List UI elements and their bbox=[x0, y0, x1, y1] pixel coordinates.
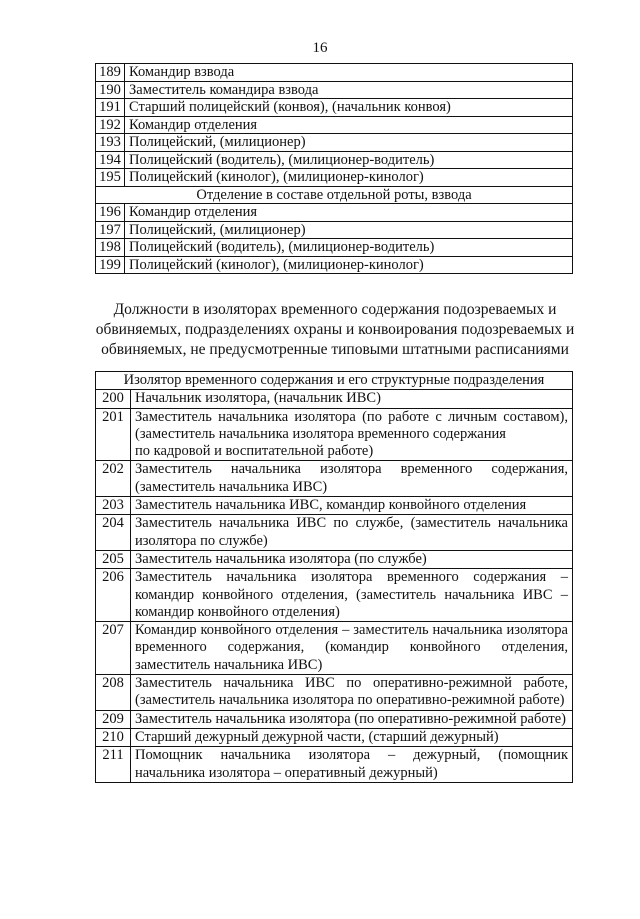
row-text: Начальник изолятора, (начальник ИВС) bbox=[131, 390, 573, 408]
row-number: 201 bbox=[96, 408, 131, 461]
row-text: Командир отделения bbox=[125, 116, 573, 134]
row-text: Заместитель командира взвода bbox=[125, 81, 573, 99]
row-text: Полицейский (кинолог), (милиционер-кинолог) bbox=[125, 169, 573, 187]
row-text: Командир конвойного отделения – заместитель начальника изолятора временного содержания, (командир конвойного отделения, заместитель начальника ИВС) bbox=[131, 622, 573, 675]
section-title: Отделение в составе отдельной роты, взвода bbox=[96, 186, 573, 204]
row-number: 197 bbox=[96, 221, 125, 239]
row-number: 209 bbox=[96, 710, 131, 728]
table-row bbox=[96, 169, 573, 187]
table-row bbox=[96, 81, 573, 99]
row-text: Полицейский, (милиционер) bbox=[125, 134, 573, 152]
table-row bbox=[96, 515, 573, 551]
row-number: 204 bbox=[96, 515, 131, 551]
table-row bbox=[96, 497, 573, 515]
section-row bbox=[96, 186, 573, 204]
table-row bbox=[96, 747, 573, 783]
row-number: 191 bbox=[96, 99, 125, 117]
table-row bbox=[96, 461, 573, 497]
row-text: Старший полицейский (конвоя), (начальник конвоя) bbox=[125, 99, 573, 117]
table-row bbox=[96, 728, 573, 746]
positions-table-ivs bbox=[95, 371, 573, 783]
page-number: 16 bbox=[312, 40, 328, 56]
row-text: Заместитель начальника изолятора (по оперативно-режимной работе) bbox=[131, 710, 573, 728]
table-row bbox=[96, 390, 573, 408]
row-number: 205 bbox=[96, 550, 131, 568]
table-row bbox=[96, 204, 573, 222]
table-row bbox=[96, 151, 573, 169]
row-number: 208 bbox=[96, 675, 131, 711]
table-row bbox=[96, 99, 573, 117]
row-number: 193 bbox=[96, 134, 125, 152]
row-text: Заместитель начальника ИВС по оперативно-режимной работе, (заместитель начальника изолятора по оперативно-режимной работе) bbox=[131, 675, 573, 711]
table-row bbox=[96, 116, 573, 134]
row-text: Заместитель начальника ИВС, командир конвойного отделения bbox=[131, 497, 573, 515]
row-number: 199 bbox=[96, 256, 125, 274]
table-row bbox=[96, 622, 573, 675]
row-number: 192 bbox=[96, 116, 125, 134]
row-text: Командир отделения bbox=[125, 204, 573, 222]
row-text: Заместитель начальника изолятора временного содержания – командир конвойного отделения, (заместитель начальника ИВС – командир конвойного отделения) bbox=[131, 569, 573, 622]
row-text: Заместитель начальника изолятора (по службе) bbox=[131, 550, 573, 568]
table-row bbox=[96, 256, 573, 274]
table-row bbox=[96, 710, 573, 728]
row-number: 190 bbox=[96, 81, 125, 99]
section-heading: Должности в изоляторах временного содержания подозреваемых и обвиняемых, подразделениях охраны и конвоирования подозреваемых и обвиняемых, не предусмотренные типовыми штатными расписаниями bbox=[95, 301, 575, 358]
row-number: 200 bbox=[96, 390, 131, 408]
table-row bbox=[96, 675, 573, 711]
row-number: 203 bbox=[96, 497, 131, 515]
row-text: Полицейский (водитель), (милиционер-водитель) bbox=[125, 151, 573, 169]
row-text: Командир взвода bbox=[125, 64, 573, 82]
row-number: 189 bbox=[96, 64, 125, 82]
row-text: Помощник начальника изолятора – дежурный, (помощник начальника изолятора – оперативный дежурный) bbox=[131, 747, 573, 783]
row-text: Полицейский, (милиционер) bbox=[125, 221, 573, 239]
table-row bbox=[96, 221, 573, 239]
row-text: Полицейский (кинолог), (милиционер-кинолог) bbox=[125, 256, 573, 274]
row-text: Старший дежурный дежурной части, (старший дежурный) bbox=[131, 728, 573, 746]
table-row bbox=[96, 408, 573, 461]
row-text: Заместитель начальника ИВС по службе, (заместитель начальника изолятора по службе) bbox=[131, 515, 573, 551]
row-number: 198 bbox=[96, 239, 125, 257]
row-number: 202 bbox=[96, 461, 131, 497]
row-number: 195 bbox=[96, 169, 125, 187]
row-text: Заместитель начальника изолятора временного содержания, (заместитель начальника ИВС) bbox=[131, 461, 573, 497]
row-text-cell bbox=[131, 408, 573, 461]
table-row bbox=[96, 64, 573, 82]
row-text: Полицейский (водитель), (милиционер-водитель) bbox=[125, 239, 573, 257]
row-number: 196 bbox=[96, 204, 125, 222]
table-row bbox=[96, 239, 573, 257]
row-number: 194 bbox=[96, 151, 125, 169]
positions-table-top bbox=[95, 63, 573, 274]
table-row bbox=[96, 569, 573, 622]
row-text: Заместитель начальника изолятора (по работе с личным составом), (заместитель начальника изолятора временного содержания bbox=[135, 408, 568, 442]
header-row bbox=[96, 372, 573, 390]
row-text-continued: по кадровой и воспитательной работе) bbox=[135, 443, 374, 460]
row-number: 207 bbox=[96, 622, 131, 675]
row-number: 211 bbox=[96, 747, 131, 783]
row-number: 210 bbox=[96, 728, 131, 746]
table-row bbox=[96, 134, 573, 152]
table-row bbox=[96, 550, 573, 568]
table-header: Изолятор временного содержания и его структурные подразделения bbox=[96, 372, 573, 390]
row-number: 206 bbox=[96, 569, 131, 622]
